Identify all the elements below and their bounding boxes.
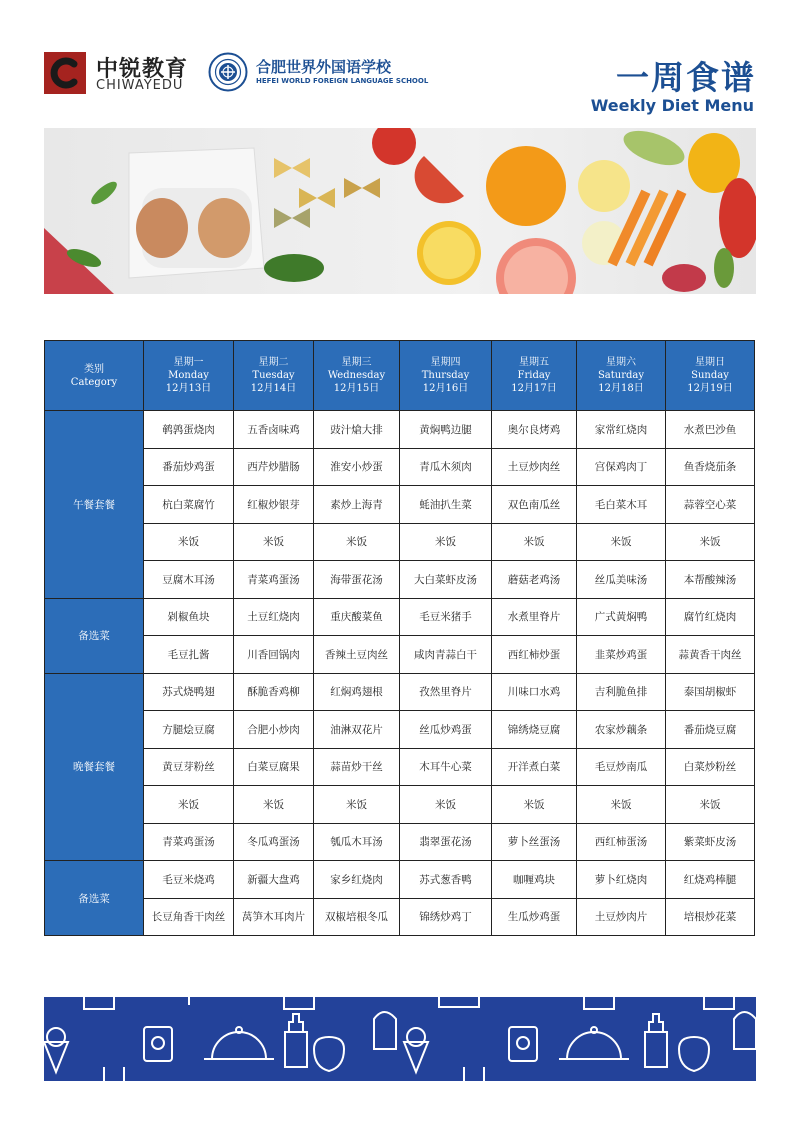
day-cn: 星期六 <box>606 357 636 368</box>
day-header <box>400 341 492 411</box>
dish-cell: 萝卜红烧肉 <box>577 861 666 899</box>
day-date: 12月19日 <box>687 383 733 394</box>
dish-cell: 米饭 <box>144 786 234 824</box>
dish-cell: 川味口水鸡 <box>492 673 577 711</box>
dish-cell: 毛白菜木耳 <box>577 486 666 524</box>
dish-cell: 木耳牛心菜 <box>400 748 492 786</box>
menu-row <box>45 711 755 749</box>
menu-row <box>45 598 755 636</box>
dish-cell: 翡翠蛋花汤 <box>400 823 492 861</box>
dish-cell: 番茄炒鸡蛋 <box>144 448 234 486</box>
dish-cell: 锦绣烧豆腐 <box>492 711 577 749</box>
dish-cell: 土豆炒肉丝 <box>492 448 577 486</box>
dish-cell: 丝瓜炒鸡蛋 <box>400 711 492 749</box>
dish-cell: 白菜炒粉丝 <box>666 748 755 786</box>
category-cell: 备选菜 <box>45 861 144 936</box>
table-header-row <box>45 341 755 411</box>
dish-cell: 奥尔良烤鸡 <box>492 411 577 449</box>
dish-cell: 米饭 <box>144 523 234 561</box>
dish-cell: 培根炒花菜 <box>666 898 755 936</box>
dish-cell: 家乡红烧肉 <box>314 861 400 899</box>
dish-cell: 素炒上海青 <box>314 486 400 524</box>
dish-cell: 土豆炒肉片 <box>577 898 666 936</box>
menu-row <box>45 673 755 711</box>
dish-cell: 开洋煮白菜 <box>492 748 577 786</box>
day-header <box>577 341 666 411</box>
dish-cell: 毛豆米猪手 <box>400 598 492 636</box>
dish-cell: 苏式烧鸭翅 <box>144 673 234 711</box>
day-date: 12月16日 <box>422 383 469 394</box>
dish-cell: 丝瓜美味汤 <box>577 561 666 599</box>
dish-cell: 黄焖鸭边腿 <box>400 411 492 449</box>
dish-cell: 双椒培根冬瓜 <box>314 898 400 936</box>
day-en: Saturday <box>597 370 645 381</box>
day-header <box>492 341 577 411</box>
menu-row <box>45 748 755 786</box>
brand-school-en: HEFEI WORLD FOREIGN LANGUAGE SCHOOL <box>256 77 429 85</box>
dish-cell: 米饭 <box>666 786 755 824</box>
dish-cell: 米饭 <box>314 786 400 824</box>
dish-cell: 瓠瓜木耳汤 <box>314 823 400 861</box>
day-cn: 星期二 <box>258 357 289 368</box>
day-cn: 星期日 <box>695 357 725 368</box>
day-en: Tuesday <box>252 370 295 381</box>
food-banner <box>44 128 756 294</box>
dish-cell: 豉汁熗大排 <box>314 411 400 449</box>
category-header-en: Category <box>70 376 118 388</box>
day-cn: 星期一 <box>173 357 204 368</box>
dish-cell: 杭白菜腐竹 <box>144 486 234 524</box>
dish-cell: 蒜蓉空心菜 <box>666 486 755 524</box>
day-header <box>666 341 755 411</box>
dish-cell: 白菜豆腐果 <box>234 748 314 786</box>
dish-cell: 土豆红烧肉 <box>234 598 314 636</box>
day-header <box>314 341 400 411</box>
dish-cell: 腐竹红烧肉 <box>666 598 755 636</box>
day-date: 12月14日 <box>250 383 297 394</box>
day-cn: 星期五 <box>519 357 549 368</box>
dish-cell: 咖喱鸡块 <box>492 861 577 899</box>
dish-cell: 红椒炒银芽 <box>234 486 314 524</box>
day-cn: 星期四 <box>430 357 461 368</box>
menu-row <box>45 823 755 861</box>
dish-cell: 毛豆米烧鸡 <box>144 861 234 899</box>
day-header <box>234 341 314 411</box>
dish-cell: 长豆角香干肉丝 <box>144 898 234 936</box>
dish-cell: 海带蛋花汤 <box>314 561 400 599</box>
dish-cell: 锦绣炒鸡丁 <box>400 898 492 936</box>
dish-cell: 孜然里脊片 <box>400 673 492 711</box>
category-header <box>45 341 144 411</box>
dish-cell: 米饭 <box>234 786 314 824</box>
page-title-cn: 一周食谱 <box>616 58 756 97</box>
dish-cell: 生瓜炒鸡蛋 <box>492 898 577 936</box>
school-seal-icon <box>208 52 248 92</box>
food-ingredients-icon <box>44 128 756 294</box>
dish-cell: 红焖鸡翅根 <box>314 673 400 711</box>
dish-cell: 西芹炒腊肠 <box>234 448 314 486</box>
dish-cell: 米饭 <box>492 523 577 561</box>
dish-cell: 萝卜丝蛋汤 <box>492 823 577 861</box>
category-header-cn: 类别 <box>84 363 104 375</box>
dish-cell: 米饭 <box>400 786 492 824</box>
dish-cell: 剁椒鱼块 <box>144 598 234 636</box>
category-cell: 午餐套餐 <box>45 411 144 599</box>
dish-cell: 水煮里脊片 <box>492 598 577 636</box>
day-en: Friday <box>517 370 551 381</box>
day-date: 12月13日 <box>165 383 212 394</box>
footer-pattern <box>44 997 756 1081</box>
menu-row <box>45 786 755 824</box>
dish-cell: 青菜鸡蛋汤 <box>234 561 314 599</box>
category-cell: 晚餐套餐 <box>45 673 144 861</box>
dish-cell: 宫保鸡肉丁 <box>577 448 666 486</box>
dish-cell: 米饭 <box>234 523 314 561</box>
menu-row <box>45 561 755 599</box>
dish-cell: 西红柿蛋汤 <box>577 823 666 861</box>
dish-cell: 米饭 <box>400 523 492 561</box>
dish-cell: 家常红烧肉 <box>577 411 666 449</box>
dish-cell: 青菜鸡蛋汤 <box>144 823 234 861</box>
dish-cell: 韭菜炒鸡蛋 <box>577 636 666 674</box>
dish-cell: 香辣土豆肉丝 <box>314 636 400 674</box>
day-en: Thursday <box>421 370 470 381</box>
dish-cell: 米饭 <box>577 523 666 561</box>
menu-row <box>45 898 755 936</box>
dish-cell: 莴笋木耳肉片 <box>234 898 314 936</box>
dish-cell: 鱼香烧茄条 <box>666 448 755 486</box>
chiway-logo-icon <box>44 52 86 94</box>
dish-cell: 农家炒藕条 <box>577 711 666 749</box>
brand-chiway-en: CHIWAYEDU <box>96 78 184 93</box>
day-en: Monday <box>168 370 209 381</box>
dish-cell: 鹌鹑蛋烧肉 <box>144 411 234 449</box>
brand-chiway-cn: 中锐教育 <box>96 57 189 82</box>
day-date: 12月15日 <box>333 383 380 394</box>
dish-cell: 合肥小炒肉 <box>234 711 314 749</box>
dish-cell: 蘑菇老鸡汤 <box>492 561 577 599</box>
dish-cell: 酥脆香鸡柳 <box>234 673 314 711</box>
dish-cell: 红烧鸡棒腿 <box>666 861 755 899</box>
dish-cell: 油淋双花片 <box>314 711 400 749</box>
kitchen-doodle-icon <box>44 997 756 1081</box>
menu-row <box>45 523 755 561</box>
dish-cell: 新疆大盘鸡 <box>234 861 314 899</box>
day-en: Sunday <box>691 370 729 381</box>
menu-row <box>45 861 755 899</box>
day-date: 12月18日 <box>598 383 644 394</box>
dish-cell: 蒜苗炒干丝 <box>314 748 400 786</box>
dish-cell: 番茄烧豆腐 <box>666 711 755 749</box>
menu-row <box>45 486 755 524</box>
dish-cell: 川香回锅肉 <box>234 636 314 674</box>
day-en: Wednesday <box>327 370 386 381</box>
dish-cell: 淮安小炒蛋 <box>314 448 400 486</box>
dish-cell: 吉利脆鱼排 <box>577 673 666 711</box>
dish-cell: 冬瓜鸡蛋汤 <box>234 823 314 861</box>
dish-cell: 方腿烩豆腐 <box>144 711 234 749</box>
day-header <box>144 341 234 411</box>
brand-school-cn: 合肥世界外国语学校 <box>256 58 392 76</box>
dish-cell: 米饭 <box>492 786 577 824</box>
dish-cell: 五香卤味鸡 <box>234 411 314 449</box>
dish-cell: 米饭 <box>666 523 755 561</box>
menu-row <box>45 636 755 674</box>
dish-cell: 泰国胡椒虾 <box>666 673 755 711</box>
weekly-menu-table <box>44 340 755 936</box>
dish-cell: 蚝油扒生菜 <box>400 486 492 524</box>
day-cn: 星期三 <box>341 357 372 368</box>
menu-row <box>45 411 755 449</box>
dish-cell: 西红柿炒蛋 <box>492 636 577 674</box>
dish-cell: 本帮酸辣汤 <box>666 561 755 599</box>
dish-cell: 广式黄焖鸭 <box>577 598 666 636</box>
dish-cell: 青瓜木须肉 <box>400 448 492 486</box>
dish-cell: 水煮巴沙鱼 <box>666 411 755 449</box>
dish-cell: 毛豆扎酱 <box>144 636 234 674</box>
dish-cell: 蒜黄香干肉丝 <box>666 636 755 674</box>
dish-cell: 米饭 <box>314 523 400 561</box>
menu-row <box>45 448 755 486</box>
dish-cell: 苏式葱香鸭 <box>400 861 492 899</box>
category-cell: 备选菜 <box>45 598 144 673</box>
dish-cell: 豆腐木耳汤 <box>144 561 234 599</box>
dish-cell: 紫菜虾皮汤 <box>666 823 755 861</box>
page-title-en: Weekly Diet Menu <box>590 96 754 115</box>
dish-cell: 大白菜虾皮汤 <box>400 561 492 599</box>
day-date: 12月17日 <box>511 383 557 394</box>
dish-cell: 咸肉青蒜白干 <box>400 636 492 674</box>
dish-cell: 双色南瓜丝 <box>492 486 577 524</box>
dish-cell: 重庆酸菜鱼 <box>314 598 400 636</box>
dish-cell: 黄豆芽粉丝 <box>144 748 234 786</box>
dish-cell: 毛豆炒南瓜 <box>577 748 666 786</box>
dish-cell: 米饭 <box>577 786 666 824</box>
